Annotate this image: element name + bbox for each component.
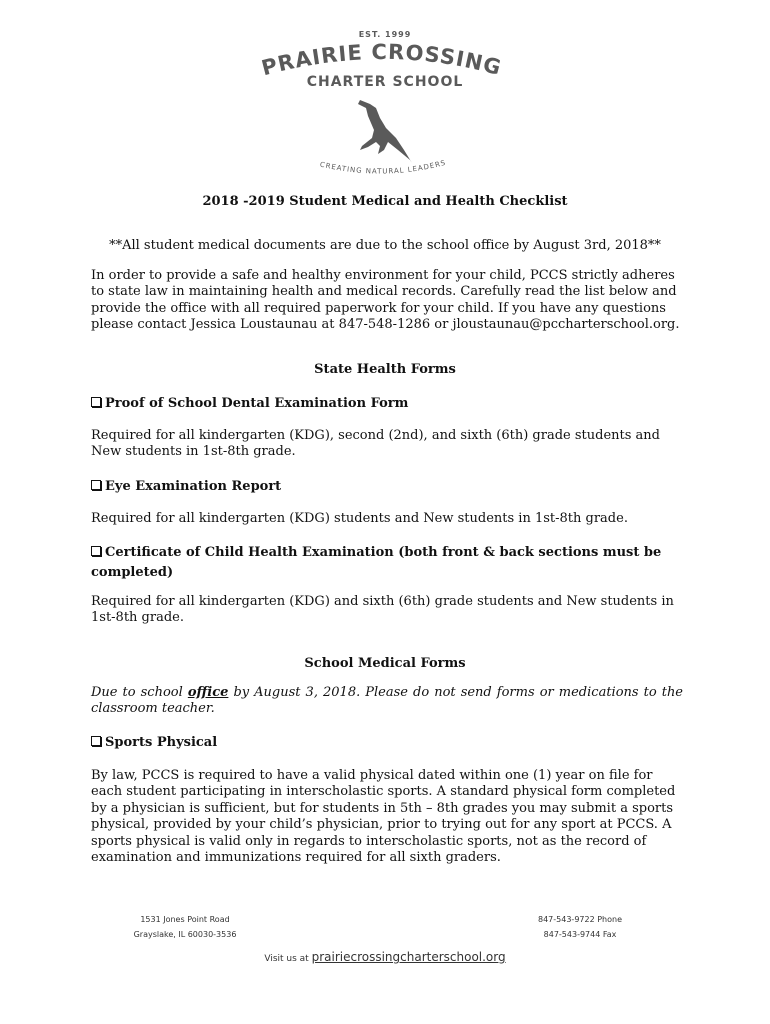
address-line-2: Grayslake, IL 60030-3536: [133, 930, 237, 939]
note-suffix: by August 3, 2018. Please do not send forms or medications to the classroom teacher.: [91, 685, 684, 717]
health-exam-desc: Required for all kindergarten (KDG) and sixth (6th) grade students and New students in 1st-8th grade.: [91, 594, 674, 626]
eye-exam-desc: Required for all kindergarten (KDG) students and New students in 1st-8th grade.: [91, 511, 628, 526]
phone-number: 847-543-9722 Phone: [538, 915, 622, 924]
footer-contact: [520, 912, 640, 942]
school-forms-note: [91, 685, 683, 718]
school-tagline: CREATING NATURAL LEADERS: [319, 158, 448, 176]
school-name: PRAIRIE CROSSING: [259, 39, 505, 81]
school-subname: CHARTER SCHOOL: [306, 74, 464, 90]
health-exam-label: Certificate of Child Health Examination (both front & back sections must be completed): [91, 545, 662, 580]
intro-paragraph: In order to provide a safe and healthy environment for your child, PCCS strictly adheres to state law in maintaining health and medical records. Carefully read the list below and provide the office with all required paperwork for your child. If you have any questions please contact Jessica Loustaunau at 847-548-1286 or jloustaunau@pccharterschool.org.: [91, 268, 680, 333]
eye-exam-item: [91, 477, 671, 497]
school-logo: [0, 0, 770, 190]
website-link[interactable]: prairiecrossingcharterschool.org: [311, 950, 506, 964]
dental-exam-item: [91, 394, 671, 414]
hawk-icon: [358, 100, 412, 163]
visit-prefix: Visit us at: [264, 954, 312, 964]
fax-number: 847-543-9744 Fax: [543, 930, 617, 939]
checkbox-icon: [91, 736, 101, 746]
note-emphasis: office: [187, 685, 229, 700]
state-forms-heading: State Health Forms: [314, 362, 456, 377]
sports-physical-item: [91, 733, 671, 753]
visit-line: [0, 950, 770, 964]
dental-exam-desc: Required for all kindergarten (KDG), second (2nd), and sixth (6th) grade students and New students in 1st-8th grade.: [91, 428, 660, 460]
checkbox-icon: [91, 480, 101, 490]
health-exam-item: [91, 543, 671, 583]
logo-graphic: [0, 0, 770, 190]
checkbox-icon: [91, 397, 101, 407]
footer-address: [120, 912, 250, 942]
sports-physical-desc: By law, PCCS is required to have a valid physical dated within one (1) year on file for each student participating in interscholastic sports. A standard physical form completed by a physician is sufficient, but for students in 5th – 8th grades you may submit a sports physical, provided by your child’s physician, prior to trying out for any sport at PCCS. A sports physical is valid only in regards to interscholastic sports, not as the record of examination and immunizations required for all sixth graders.: [91, 768, 676, 866]
note-prefix: Due to school: [91, 685, 188, 700]
due-notice: **All student medical documents are due to the school office by August 3rd, 2018**: [109, 238, 661, 253]
address-line-1: 1531 Jones Point Road: [140, 915, 230, 924]
sports-physical-label: Sports Physical: [105, 735, 218, 750]
svg-text:CREATING NATURAL LEADERS: [319, 159, 447, 176]
checkbox-icon: [91, 546, 101, 556]
dental-exam-label: Proof of School Dental Examination Form: [105, 396, 409, 411]
est-year: EST. 1999: [358, 30, 412, 39]
page-title: 2018 -2019 Student Medical and Health Checklist: [202, 194, 568, 209]
eye-exam-label: Eye Examination Report: [105, 479, 282, 494]
school-forms-heading: School Medical Forms: [304, 656, 466, 671]
